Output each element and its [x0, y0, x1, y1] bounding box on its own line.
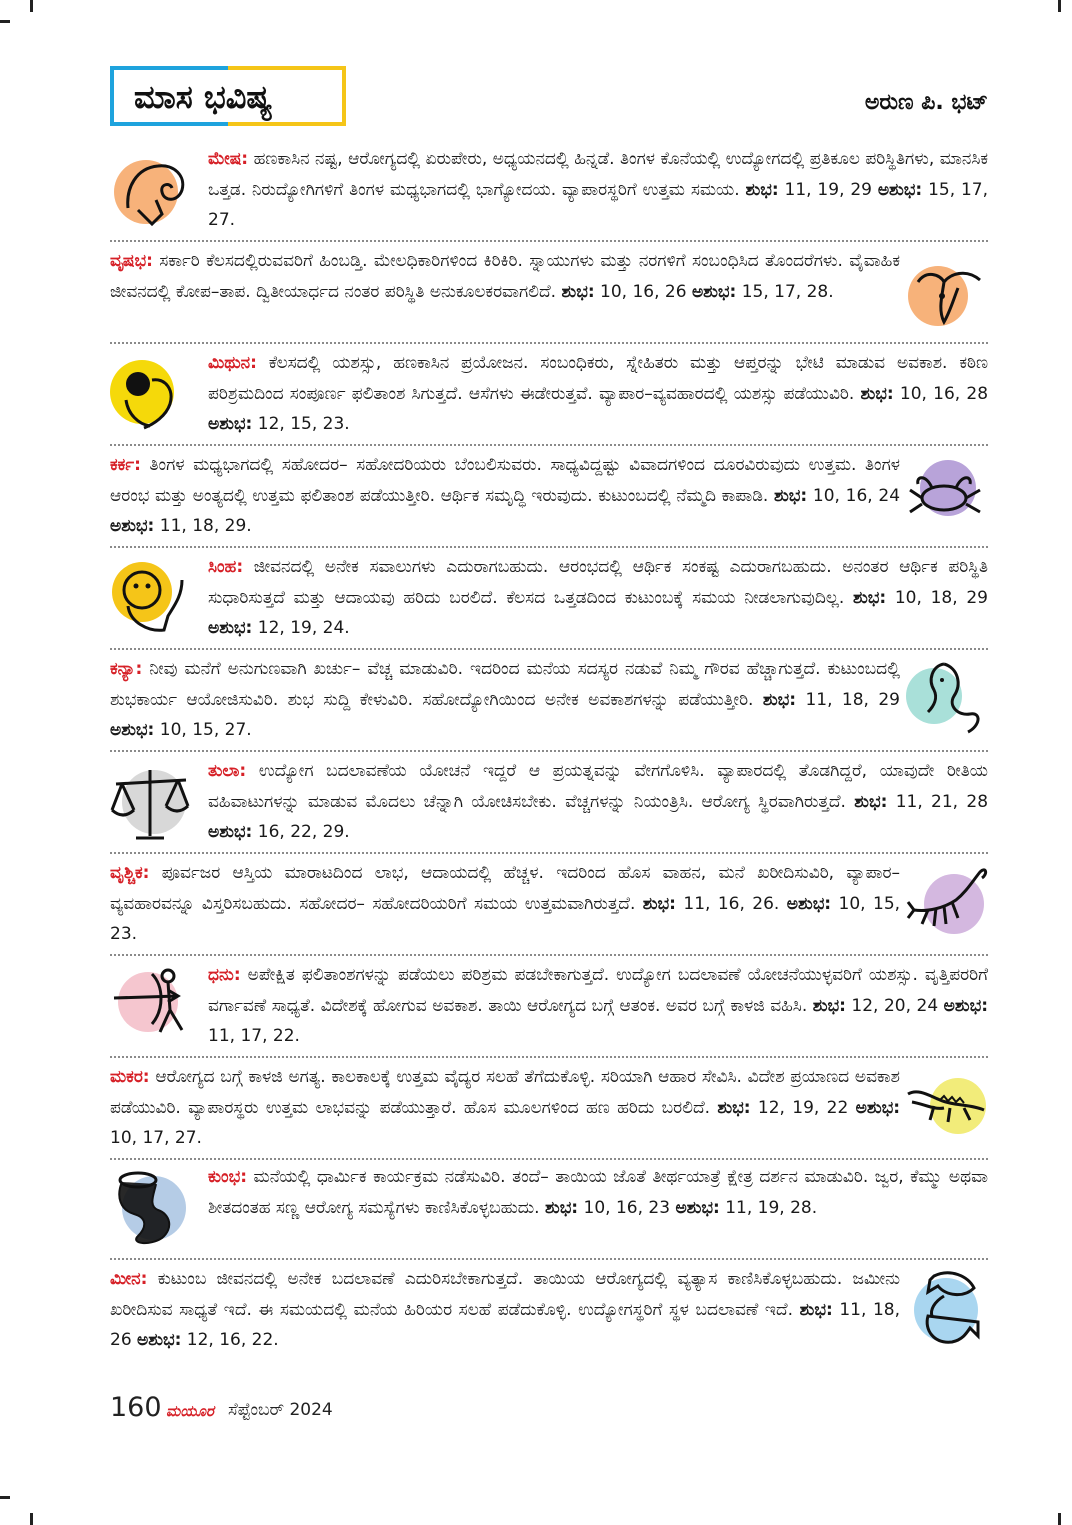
entry-text: ಆರೋಗ್ಯದ ಬಗ್ಗೆ ಕಾಳಜಿ ಅಗತ್ಯ. ಕಾಲಕಾಲಕ್ಕೆ ಉತ್ತಮ ವೈದ್ಯರ ಸಲಹೆ ತೆಗೆದುಕೊಳ್ಳಿ. ಸರಿಯಾಗಿ ಆಹಾರ ಸೇವಿಸಿ. ವಿದೇಶ ಪ್ರಯಾಣದ ಅವಕಾಶ ಪಡೆಯುವಿರಿ. ವ್ಯಾಪಾರಸ್ಥರು ಉತ್ತಮ ಲಾಭವನ್ನು ಪಡೆಯುತ್ತಾರೆ. ಹೊಸ ಮೂಲಗಳಿಂದ ಹಣ ಹರಿದು ಬರಲಿದೆ.: [110, 1067, 900, 1118]
author-name: ಅರುಣ ಪಿ. ಭಟ್: [864, 90, 988, 115]
good-days: 11, 16, 26.: [683, 893, 780, 914]
horoscope-entry-vrischika: [110, 858, 900, 950]
issue-date: ಸೆಪ್ಟೆಂಬರ್ 2024: [228, 1400, 333, 1420]
good-label: ಶುಭ:: [812, 995, 846, 1016]
good-days: 10, 16, 26: [600, 281, 687, 302]
good-label: ಶುಭ:: [853, 587, 887, 608]
separator: [110, 648, 988, 650]
separator: [110, 750, 988, 752]
good-days: 11, 19, 29: [784, 179, 872, 200]
sign-name: ಕುಂಭ:: [208, 1167, 247, 1187]
horoscope-entry-dhanu: [208, 960, 988, 1052]
archer-icon: [108, 962, 192, 1046]
horoscope-entry-makara: [110, 1062, 900, 1154]
separator: [110, 852, 988, 854]
bad-days: 10, 17, 27.: [110, 1128, 202, 1148]
separator: [110, 342, 988, 344]
good-label: ಶುಭ:: [745, 179, 779, 200]
sign-name: ಕನ್ಯಾ:: [110, 659, 143, 679]
bad-days: 11, 18, 29.: [159, 516, 252, 536]
sign-name: ವೃಶ್ಚಿಕ:: [110, 863, 150, 883]
sign-name: ಧನು:: [208, 965, 241, 985]
magazine-logo: ಮಯೂರ: [166, 1402, 214, 1420]
horoscope-entry-karka: [110, 450, 900, 542]
good-days: 10, 16, 28: [899, 383, 989, 404]
bad-label: ಅಶುಭ:: [675, 1197, 720, 1218]
entry-text: ಅಪೇಕ್ಷಿತ ಫಲಿತಾಂಶಗಳನ್ನು ಪಡೆಯಲು ಪರಿಶ್ರಮ ಪಡಬೇಕಾಗುತ್ತದೆ. ಉದ್ಯೋಗ ಬದಲಾವಣೆ ಯೋಚನೆಯುಳ್ಳವರಿಗೆ ಯಶಸ್ಸು. ವೃತ್ತಿಪರರಿಗೆ ವರ್ಗಾವಣೆ ಸಾಧ್ಯತೆ. ವಿದೇಶಕ್ಕೆ ಹೋಗುವ ಅವಕಾಶ. ತಾಯಿ ಆರೋಗ್ಯದ ಬಗ್ಗೆ ಆತಂಕ. ಅವರ ಬಗ್ಗೆ ಕಾಳಜಿ ವಹಿಸಿ.: [208, 965, 989, 1016]
crop-mark: [30, 1513, 33, 1525]
bad-days: 15, 17, 27.: [208, 179, 989, 230]
sign-name: ಮೀನ:: [110, 1269, 148, 1289]
good-label: ಶುಭ:: [544, 1197, 579, 1218]
horoscope-entry-tula: [208, 756, 988, 848]
horoscope-entry-kanya: [110, 654, 900, 746]
separator: [110, 444, 988, 446]
entry-text: ಮನೆಯಲ್ಲಿ ಧಾರ್ಮಿಕ ಕಾರ್ಯಕ್ರಮ ನಡೆಸುವಿರಿ. ತಂದೆ– ತಾಯಿಯ ಜೊತೆ ತೀರ್ಥಯಾತ್ರೆ ಕ್ಷೇತ್ರ ದರ್ಶನ ಮಾಡುವಿರಿ. ಜ್ವರ, ಕೆಮ್ಮು ಅಥವಾ ಶೀತದಂತಹ ಸಣ್ಣ ಆರೋಗ್ಯ ಸಮಸ್ಯೆಗಳು ಕಾಣಿಸಿಕೊಳ್ಳಬಹುದು.: [208, 1167, 988, 1218]
bad-days: 16, 22, 29.: [257, 822, 350, 842]
bad-label: ಅಶುಭ:: [855, 1097, 901, 1118]
bad-label: ಅಶುಭ:: [137, 1330, 182, 1350]
sign-name: ವೃಷಭ:: [110, 251, 153, 271]
good-label: ಶುಭ:: [854, 791, 888, 812]
horoscope-entry-simha: [208, 552, 988, 644]
entry-text: ಜೀವನದಲ್ಲಿ ಅನೇಕ ಸವಾಲುಗಳು ಎದುರಾಗಬಹುದು. ಆರಂಭದಲ್ಲಿ ಆರ್ಥಿಕ ಸಂಕಷ್ಟ ಎದುರಾಗಬಹುದು. ಅನಂತರ ಆರ್ಥಿಕ ಪರಿಸ್ಥಿತಿ ಸುಧಾರಿಸುತ್ತದೆ ಮತ್ತು ಆದಾಯವು ಹರಿದು ಬರಲಿದೆ. ಕೆಲಸದ ಒತ್ತಡದಿಂದ ಕುಟುಂಬಕ್ಕೆ ಸಮಯ ನೀಡಲಾಗುವುದಿಲ್ಲ.: [208, 557, 988, 608]
good-days: 10, 16, 24: [812, 485, 901, 506]
separator: [110, 1056, 988, 1058]
horoscope-entry-mithuna: [208, 348, 988, 440]
good-label: ಶುಭ:: [860, 383, 894, 404]
fish-icon: [904, 1266, 988, 1350]
twins-icon: [108, 350, 192, 434]
good-label: ಶುಭ:: [799, 1299, 833, 1320]
crab-icon: [904, 454, 988, 538]
separator: [110, 546, 988, 548]
bad-label: ಅಶುಭ:: [877, 179, 923, 200]
sign-name: ಮೇಷ:: [208, 149, 249, 169]
bad-label: ಅಶುಭ:: [208, 618, 253, 638]
crop-mark: [0, 20, 10, 23]
bad-days: 10, 15, 23.: [110, 893, 901, 944]
sign-name: ಸಿಂಹ:: [208, 557, 244, 577]
good-days: 11, 21, 28: [895, 791, 989, 812]
crop-mark: [0, 1496, 10, 1499]
entry-text: ಕೆಲಸದಲ್ಲಿ ಯಶಸ್ಸು, ಹಣಕಾಸಿನ ಪ್ರಯೋಜನ. ಸಂಬಂಧಿಕರು, ಸ್ನೇಹಿತರು ಮತ್ತು ಆಪ್ತರನ್ನು ಭೇಟಿ ಮಾಡುವ ಅವಕಾಶ. ಕಠಿಣ ಪರಿಶ್ರಮದಿಂದ ಸಂಪೂರ್ಣ ಫಲಿತಾಂಶ ಸಿಗುತ್ತದೆ. ಆಸೆಗಳು ಈಡೇರುತ್ತವೆ. ವ್ಯಾಪಾರ–ವ್ಯವಹಾರದಲ್ಲಿ ಯಶಸ್ಸು ಪಡೆಯುವಿರಿ.: [208, 353, 988, 404]
entry-text: ಕುಟುಂಬ ಜೀವನದಲ್ಲಿ ಅನೇಕ ಬದಲಾವಣೆ ಎದುರಿಸಬೇಕಾಗುತ್ತದೆ. ತಾಯಿಯ ಆರೋಗ್ಯದಲ್ಲಿ ವ್ಯತ್ಯಾಸ ಕಾಣಿಸಿಕೊಳ್ಳಬಹುದು. ಜಮೀನು ಖರೀದಿಸುವ ಸಾಧ್ಯತೆ ಇದೆ. ಈ ಸಮಯದಲ್ಲಿ ಮನೆಯ ಹಿರಿಯರ ಸಲಹೆ ಪಡೆದುಕೊಳ್ಳಿ. ಉದ್ಯೋಗಸ್ಥರಿಗೆ ಸ್ಥಳ ಬದಲಾವಣೆ ಇದೆ.: [110, 1269, 900, 1320]
bad-days: 11, 19, 28.: [725, 1197, 818, 1218]
good-days: 11, 18, 26: [110, 1299, 901, 1350]
bad-days: 15, 17, 28.: [741, 281, 834, 302]
bad-label: ಅಶುಭ:: [691, 281, 737, 302]
virgo-maiden-icon: [904, 656, 988, 740]
page-number: 160: [110, 1392, 162, 1423]
ram-icon: [108, 148, 192, 232]
sign-name: ಕರ್ಕ:: [110, 455, 141, 475]
bad-days: 12, 16, 22.: [186, 1330, 279, 1350]
separator: [110, 240, 988, 242]
bad-label: ಅಶುಭ:: [208, 414, 253, 434]
entry-text: ತಿಂಗಳ ಮಧ್ಯಭಾಗದಲ್ಲಿ ಸಹೋದರ– ಸಹೋದರಿಯರು ಬೆಂಬಲಿಸುವರು. ಸಾಧ್ಯವಿದ್ದಷ್ಟು ವಿವಾದಗಳಿಂದ ದೂರವಿರುವುದು ಉತ್ತಮ. ತಿಂಗಳ ಆರಂಭ ಮತ್ತು ಅಂತ್ಯದಲ್ಲಿ ಉತ್ತಮ ಫಲಿತಾಂಶ ಪಡೆಯುತ್ತೀರಿ. ಆರ್ಥಿಕ ಸಮೃದ್ಧಿ ಇರುವುದು. ಕುಟುಂಬದಲ್ಲಿ ನೆಮ್ಮದಿ ಕಾಪಾಡಿ.: [110, 455, 901, 506]
good-label: ಶುಭ:: [762, 689, 797, 710]
crocodile-icon: [904, 1066, 988, 1150]
bad-label: ಅಶುಭ:: [943, 995, 988, 1016]
horoscope-entry-vrishabha: [110, 246, 900, 307]
crop-mark: [30, 0, 33, 12]
crop-mark: [1058, 1513, 1061, 1525]
good-days: 10, 18, 29: [894, 587, 988, 608]
good-label: ಶುಭ:: [642, 893, 676, 914]
sign-name: ತುಲಾ:: [208, 761, 247, 781]
sign-name: ಮಕರ:: [110, 1067, 150, 1087]
entry-text: ಸರ್ಕಾರಿ ಕೆಲಸದಲ್ಲಿರುವವರಿಗೆ ಹಿಂಬಡ್ತಿ. ಮೇಲಧಿಕಾರಿಗಳಿಂದ ಕಿರಿಕಿರಿ. ಸ್ನಾಯುಗಳು ಮತ್ತು ನರಗಳಿಗೆ ಸಂಬಂಧಿಸಿದ ತೊಂದರೆಗಳು. ವೈವಾಹಿಕ ಜೀವನದಲ್ಲಿ ಕೋಪ–ತಾಪ. ದ್ವಿತೀಯಾರ್ಧದ ನಂತರ ಪರಿಸ್ಥಿತಿ ಅನುಕೂಲಕರವಾಗಲಿದೆ.: [110, 251, 901, 302]
entry-text: ಉದ್ಯೋಗ ಬದಲಾವಣೆಯ ಯೋಚನೆ ಇದ್ದರೆ ಆ ಪ್ರಯತ್ನವನ್ನು ವೇಗಗೊಳಿಸಿ. ವ್ಯಾಪಾರದಲ್ಲಿ ತೊಡಗಿದ್ದರೆ, ಯಾವುದೇ ರೀತಿಯ ವಹಿವಾಟುಗಳನ್ನು ಮಾಡುವ ಮೊದಲು ಚೆನ್ನಾಗಿ ಯೋಚಿಸಬೇಕು. ವೆಚ್ಚಗಳನ್ನು ನಿಯಂತ್ರಿಸಿ. ಆರೋಗ್ಯ ಸ್ಥಿರವಾಗಿರುತ್ತದೆ.: [208, 761, 989, 812]
bad-days: 12, 15, 23.: [257, 414, 350, 434]
bad-label: ಅಶುಭ:: [110, 720, 155, 740]
page-title: ಮಾಸ ಭವಿಷ್ಯ: [134, 78, 273, 116]
good-days: 12, 20, 24: [851, 995, 939, 1016]
bad-label: ಅಶುಭ:: [786, 893, 832, 914]
horoscope-entry-mesha: [208, 144, 988, 236]
bull-icon: [904, 252, 988, 336]
horoscope-entry-kumbha: [208, 1162, 988, 1223]
bad-days: 11, 17, 22.: [208, 1026, 300, 1046]
good-days: 11, 18, 29: [805, 689, 900, 710]
crop-mark: [1058, 0, 1061, 12]
entry-text: ಹಣಕಾಸಿನ ನಷ್ಟ, ಆರೋಗ್ಯದಲ್ಲಿ ಏರುಪೇರು, ಅಧ್ಯಯನದಲ್ಲಿ ಹಿನ್ನಡೆ. ತಿಂಗಳ ಕೊನೆಯಲ್ಲಿ ಉದ್ಯೋಗದಲ್ಲಿ ಪ್ರತಿಕೂಲ ಪರಿಸ್ಥಿತಿಗಳು, ಮಾನಸಿಕ ಒತ್ತಡ. ನಿರುದ್ಯೋಗಿಗಳಿಗೆ ತಿಂಗಳ ಮಧ್ಯಭಾಗದಲ್ಲಿ ಭಾಗ್ಯೋದಯ. ವ್ಯಾಪಾರಸ್ಥರಿಗೆ ಉತ್ತಮ ಸಮಯ.: [208, 149, 989, 200]
separator: [110, 1258, 988, 1260]
good-label: ಶುಭ:: [774, 485, 808, 506]
sign-name: ಮಿಥುನ:: [208, 353, 257, 373]
entry-text: ನೀವು ಮನೆಗೆ ಅನುಗುಣವಾಗಿ ಖರ್ಚು– ವೆಚ್ಚ ಮಾಡುವಿರಿ. ಇದರಿಂದ ಮನೆಯ ಸದಸ್ಯರ ನಡುವೆ ನಿಮ್ಮ ಗೌರವ ಹೆಚ್ಚಾಗುತ್ತದೆ. ಕುಟುಂಬದಲ್ಲಿ ಶುಭಕಾರ್ಯ ಆಯೋಜಿಸುವಿರಿ. ಶುಭ ಸುದ್ದಿ ಕೇಳುವಿರಿ. ಸಹೋದ್ಯೋಗಿಯಿಂದ ಅನೇಕ ಅವಕಾಶಗಳನ್ನು ಪಡೆಯುತ್ತೀರಿ.: [110, 659, 900, 710]
good-label: ಶುಭ:: [717, 1097, 751, 1118]
bad-label: ಅಶುಭ:: [110, 516, 155, 536]
bad-days: 12, 19, 24.: [257, 618, 350, 638]
scales-icon: [108, 762, 192, 846]
separator: [110, 954, 988, 956]
scorpion-icon: [904, 860, 988, 944]
horoscope-entry-meena: [110, 1264, 900, 1356]
entry-text: ಪೂರ್ವಜರ ಆಸ್ತಿಯ ಮಾರಾಟದಿಂದ ಲಾಭ, ಆದಾಯದಲ್ಲಿ ಹೆಚ್ಚಳ. ಇದರಿಂದ ಹೊಸ ವಾಹನ, ಮನೆ ಖರೀದಿಸುವಿರಿ, ವ್ಯಾಪಾರ–ವ್ಯವಹಾರವನ್ನೂ ವಿಸ್ತರಿಸಬಹುದು. ಸಹೋದರ– ಸಹೋದರಿಯರಿಗೆ ಸಮಯ ಉತ್ತಮವಾಗಿರುತ್ತದೆ.: [110, 863, 901, 914]
good-label: ಶುಭ:: [561, 281, 595, 302]
good-days: 12, 19, 22: [757, 1097, 849, 1118]
separator: [110, 1158, 988, 1160]
good-days: 10, 16, 23: [583, 1197, 671, 1218]
bad-days: 10, 15, 27.: [159, 720, 252, 740]
water-pot-icon: [108, 1166, 192, 1250]
bad-label: ಅಶುಭ:: [208, 822, 253, 842]
page-title-box: [110, 66, 346, 126]
lion-icon: [108, 556, 192, 640]
